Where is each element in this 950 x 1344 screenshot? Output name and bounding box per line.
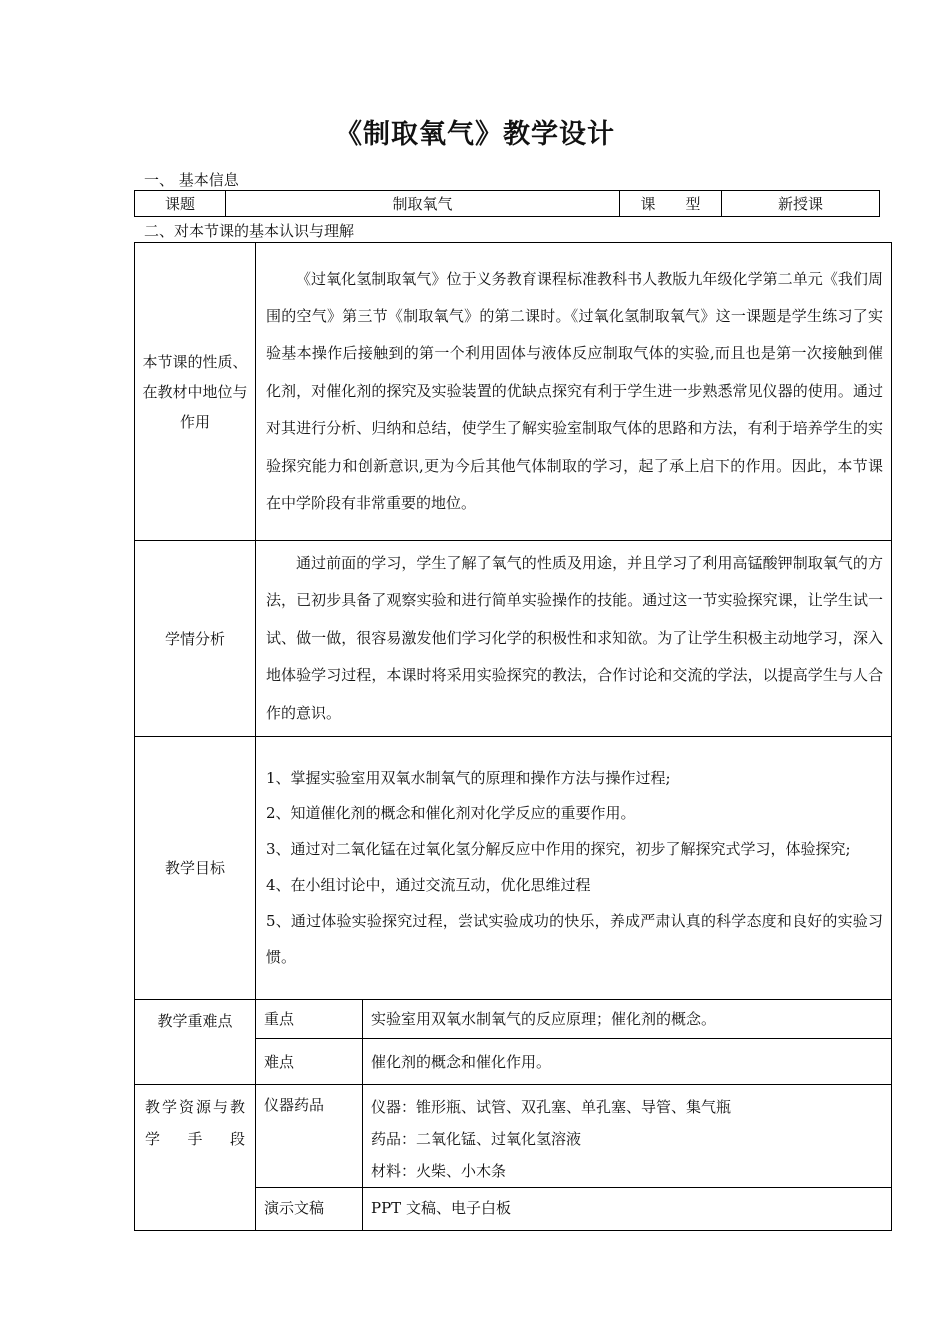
equip-label: 仪器药品 bbox=[256, 1085, 363, 1188]
nature-cell bbox=[256, 243, 892, 541]
goal-item: 5、通过体验实验探究过程，尝试实验成功的快乐，养成严肃认真的科学态度和良好的实验习惯。 bbox=[266, 911, 883, 966]
hard-label: 难点 bbox=[256, 1039, 363, 1085]
nature-label: 本节课的性质、在教材中地位与作用 bbox=[135, 243, 256, 541]
lesson-understanding-table bbox=[134, 242, 892, 1231]
goal-item: 1、掌握实验室用双氧水制氧气的原理和操作方法与操作过程; bbox=[266, 768, 671, 787]
goal-item: 4、在小组讨论中，通过交流互动，优化思维过程 bbox=[266, 876, 591, 895]
page-title: 《制取氧气》教学设计 bbox=[335, 119, 615, 150]
topic-label: 课题 bbox=[135, 191, 226, 217]
key-label: 重点 bbox=[256, 1000, 363, 1039]
table-row bbox=[135, 1085, 892, 1188]
type-label: 课 型 bbox=[620, 191, 722, 217]
hard-text: 催化剂的概念和催化作用。 bbox=[363, 1039, 892, 1085]
section-understanding-heading: 二、对本节课的基本认识与理解 bbox=[144, 222, 355, 240]
goal-item: 2、知道催化剂的概念和催化剂对化学反应的重要作用。 bbox=[266, 804, 636, 823]
demo-label: 演示文稿 bbox=[256, 1188, 363, 1231]
table-row bbox=[135, 737, 892, 1000]
table-row bbox=[135, 541, 892, 737]
demo-text: PPT 文稿、电子白板 bbox=[363, 1188, 892, 1231]
equip-cell bbox=[363, 1085, 892, 1188]
table-row bbox=[135, 191, 880, 217]
difficulty-label: 教学重难点 bbox=[135, 1000, 256, 1085]
goal-item: 3、通过对二氧化锰在过氧化氢分解反应中作用的探究，初步了解探究式学习，体验探究; bbox=[266, 840, 851, 859]
section-basic-info-heading: 一、 基本信息 bbox=[144, 171, 239, 189]
equip-line: 药品：二氧化锰、过氧化氢溶液 bbox=[371, 1130, 582, 1149]
topic-value: 制取氧气 bbox=[226, 191, 620, 217]
basic-info-table bbox=[134, 190, 880, 217]
equip-line: 材料：火柴、小木条 bbox=[371, 1162, 507, 1181]
type-value: 新授课 bbox=[722, 191, 880, 217]
students-text: 通过前面的学习，学生了解了氧气的性质及用途，并且学习了利用高锰酸钾制取氧气的方法，已初步具备了观察实验和进行简单实验操作的技能。通过这一节实验探究课，让学生试一试、做一做，很容易激发他们学习化学的积极性和求知欲。为了让学生积极主动地学习，深入地体验学习过程，本课时将采用实验探究的教法，合作讨论和交流的学法，以提高学生与人合作的意识。 bbox=[266, 554, 883, 722]
table-row bbox=[135, 243, 892, 541]
equip-line: 仪器：锥形瓶、试管、双孔塞、单孔塞、导管、集气瓶 bbox=[371, 1098, 732, 1117]
students-cell bbox=[256, 541, 892, 737]
key-text: 实验室用双氧水制氧气的反应原理；催化剂的概念。 bbox=[363, 1000, 892, 1039]
table-row bbox=[135, 1000, 892, 1039]
goals-label: 教学目标 bbox=[135, 737, 256, 1000]
nature-text: 《过氧化氢制取氧气》位于义务教育课程标准教科书人教版九年级化学第二单元《我们周围的空气》第三节《制取氧气》的第二课时。《过氧化氢制取氧气》这一课题是学生练习了实验基本操作后接触到的第一个利用固体与液体反应制取气体的实验,而且也是第一次接触到催化剂，对催化剂的探究及实验装置的优缺点探究有利于学生进一步熟悉常见仪器的使用。通过对其进行分析、归纳和总结，使学生了解实验室制取气体的思路和方法，有利于培养学生的实验探究能力和创新意识,更为今后其他气体制取的学习，起了承上启下的作用。因此，本节课在中学阶段有非常重要的地位。 bbox=[266, 269, 883, 513]
students-label: 学情分析 bbox=[135, 541, 256, 737]
resources-label: 教学资源与教学手段 bbox=[135, 1085, 256, 1231]
goals-cell bbox=[256, 737, 892, 1000]
